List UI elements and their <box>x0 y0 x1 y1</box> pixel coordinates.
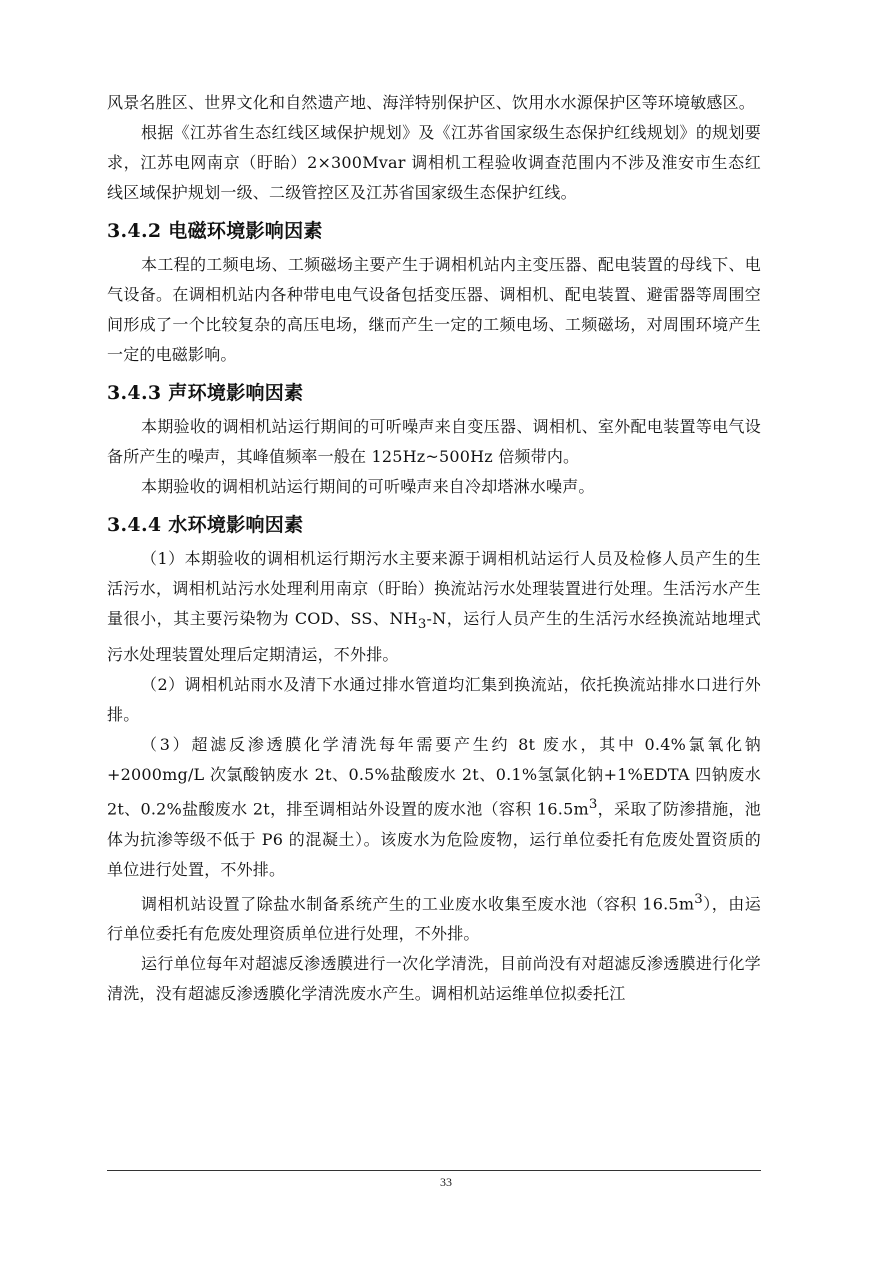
superscript-text: 3 <box>588 797 598 813</box>
paragraph-electromagnetic: 本工程的工频电场、工频磁场主要产生于调相机站内主变压器、配电装置的母线下、电气设备。在调相机站内各种带电电气设备包括变压器、调相机、配电装置、避雷器等周围空间形成了一个比较复杂的高压电场，继而产生一定的工频电场、工频磁场，对周围环境产生一定的电磁影响。 <box>107 255 761 364</box>
section-heading-acoustic: 3.4.3 声环境影响因素 <box>107 382 304 404</box>
text-run: ，采取了防渗措施，池体为抗渗等级不低于 P6 的混凝土）。该废水为危险废物，运行单位委托有危废处置资质的单位进行处置，不外排。 <box>107 799 761 879</box>
paragraph-noise-equipment: 本期验收的调相机站运行期间的可听噪声来自变压器、调相机、室外配电装置等电气设备所产生的噪声，其峰值频率一般在 125Hz~500Hz 倍频带内。 <box>107 417 761 466</box>
paragraph-sensitive-areas: 风景名胜区、世界文化和自然遗产地、海洋特别保护区、饮用水水源保护区等环境敏感区。 <box>107 93 756 112</box>
paragraph-industrial-wastewater <box>107 885 761 949</box>
text-run: ），由运行单位委托有危废处理资质单位进行处理，不外排。 <box>107 893 761 943</box>
paragraph-ecological-redline: 根据《江苏省生态红线区域保护规划》及《江苏省国家级生态保护红线规划》的规划要求，江苏电网南京（盱眙）2×300Mvar 调相机工程验收调查范围内不涉及淮安市生态红线区域保护规划一级、二级管控区及江苏省国家级生态保护红线。 <box>107 123 761 202</box>
text-run: （1）本期验收的调相机运行期污水主要来源于调相机站运行人员及检修人员产生的生活污水，调相机站污水处理利用南京（盱眙）换流站污水处理装置进行处理。生活污水产生量很小，其主要污染物为 COD、SS、NH <box>107 549 761 628</box>
paragraph-noise-cooling-tower: 本期验收的调相机站运行期间的可听噪声来自冷却塔淋水噪声。 <box>141 477 595 496</box>
paragraph-annual-cleaning: 运行单位每年对超滤反渗透膜进行一次化学清洗，目前尚没有对超滤反渗透膜进行化学清洗，没有超滤反渗透膜化学清洗废水产生。调相机站运维单位拟委托江 <box>107 953 761 1003</box>
paragraph-sewage <box>107 544 761 670</box>
text-run: （3）超滤反渗透膜化学清洗每年需要产生约 8t 废水，其中 0.4%氯氧化钠+2000mg/L 次氯酸钠废水 2t、0.5%盐酸废水 2t、0.1%氢氯化钠+1%EDTA 四钠废水 2t、0.2%盐酸废水 2t，排至调相站外设置的废水池（容积 16.5m <box>107 735 761 819</box>
text-run: -N，运行人员产生的生活污水经换流站地埋式污水处理装置处理后定期清运，不外排。 <box>107 609 761 665</box>
section-heading-electromagnetic: 3.4.2 电磁环境影响因素 <box>107 220 323 242</box>
footer-divider <box>107 1170 761 1171</box>
paragraph-rainwater: （2）调相机站雨水及清下水通过排水管道均汇集到换流站，依托换流站排水口进行外排。 <box>107 675 761 725</box>
document-body <box>107 88 761 1009</box>
superscript-text: 3 <box>694 891 703 907</box>
page-number: 33 <box>440 1175 452 1189</box>
text-run: 调相机站设置了除盐水制备系统产生的工业废水收集至废水池（容积 16.5m <box>141 893 695 913</box>
paragraph-membrane-cleaning-waste <box>107 730 761 884</box>
subscript-text: 3 <box>417 617 427 633</box>
section-heading-water: 3.4.4 水环境影响因素 <box>107 514 304 536</box>
